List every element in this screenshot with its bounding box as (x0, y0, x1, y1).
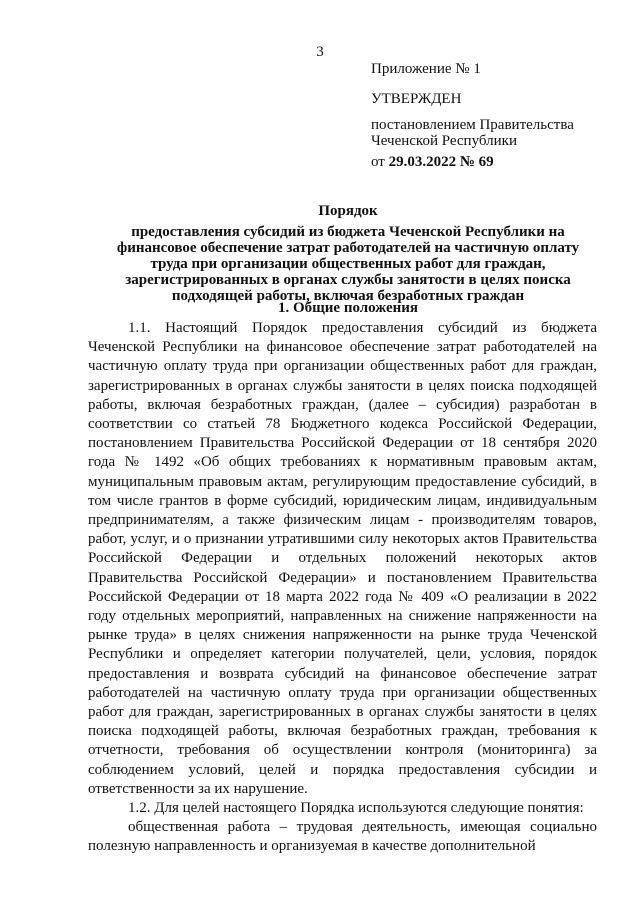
decree-date-number: 29.03.2022 № 69 (388, 154, 494, 170)
document-subtitle: предоставления субсидий из бюджета Чеченской Республики на финансовое обеспечение затрат работодателей на частичную оплату труда при организации общественных работ для граждан, зарегистрированных в органах службы занятости в целях поиска подходящей работы, включая безработных граждан (116, 224, 580, 304)
page-number: 3 (316, 44, 324, 60)
body-text (88, 319, 597, 857)
paragraph-definition: общественная работа – трудовая деятельность, имеющая социально полезную направленность и организуемая в качестве дополнительной (88, 819, 597, 855)
decree-line-1: постановлением Правительства (371, 117, 574, 133)
decree-line-2: Чеченской Республики (371, 133, 517, 149)
decree-date (371, 153, 631, 172)
paragraph-1-1: 1.1. Настоящий Порядок предоставления субсидий из бюджета Чеченской Республики на финансовое обеспечение затрат работодателей на частичную оплату труда при организации общественных работ для граждан, зарегистрированных в органах службы занятости в целях поиска подходящей работы, включая безработных граждан, (далее – субсидия) разработан в соответствии со статьей 78 Бюджетного кодекса Российской Федерации, постановлением Правительства Российской Федерации от 18 сентября 2020 года № 1492 «Об общих требованиях к нормативным правовым актам, муниципальным правовым актам, регулирующим предоставление субсидий, в том числе грантов в форме субсидий, юридическим лицам, индивидуальным предпринимателям, а также физическим лицам - производителям товаров, работ, услуг, и о признании утратившими силу некоторых актов Правительства Российской Федерации и отдельных положений некоторых актов Правительства Российской Федерации» и постановлением Правительства Российской Федерации от 18 марта 2022 года № 409 «О реализации в 2022 году отдельных мероприятий, направленных на снижение напряженности на рынке труда» в целях снижения напряженности на рынке труда Чеченской Республики и определяет категории получателей, цели, условия, порядок предоставления и возврата субсидий на финансовое обеспечение затрат работодателей на частичную оплату труда при организации общественных работ для граждан, зарегистрированных в органах службы занятости в целях поиска подходящей работы, включая безработных граждан, требования к отчетности, требования об осуществлении контроля (мониторинга) за соблюдением условий, целей и порядка предоставления субсидии и ответственности за их нарушение. (88, 320, 597, 797)
decree-text (371, 117, 631, 149)
decree-date-prefix: от (371, 154, 385, 170)
paragraph-1-2: 1.2. Для целей настоящего Порядка используются следующие понятия: (128, 800, 584, 817)
appendix-label: Приложение № 1 (371, 61, 481, 77)
approval-block (371, 60, 631, 172)
title-block (88, 202, 608, 304)
document-title: Порядок (318, 203, 378, 219)
section-heading: 1. Общие положения (277, 300, 419, 316)
approved-label: УТВЕРЖДЕН (371, 91, 462, 107)
